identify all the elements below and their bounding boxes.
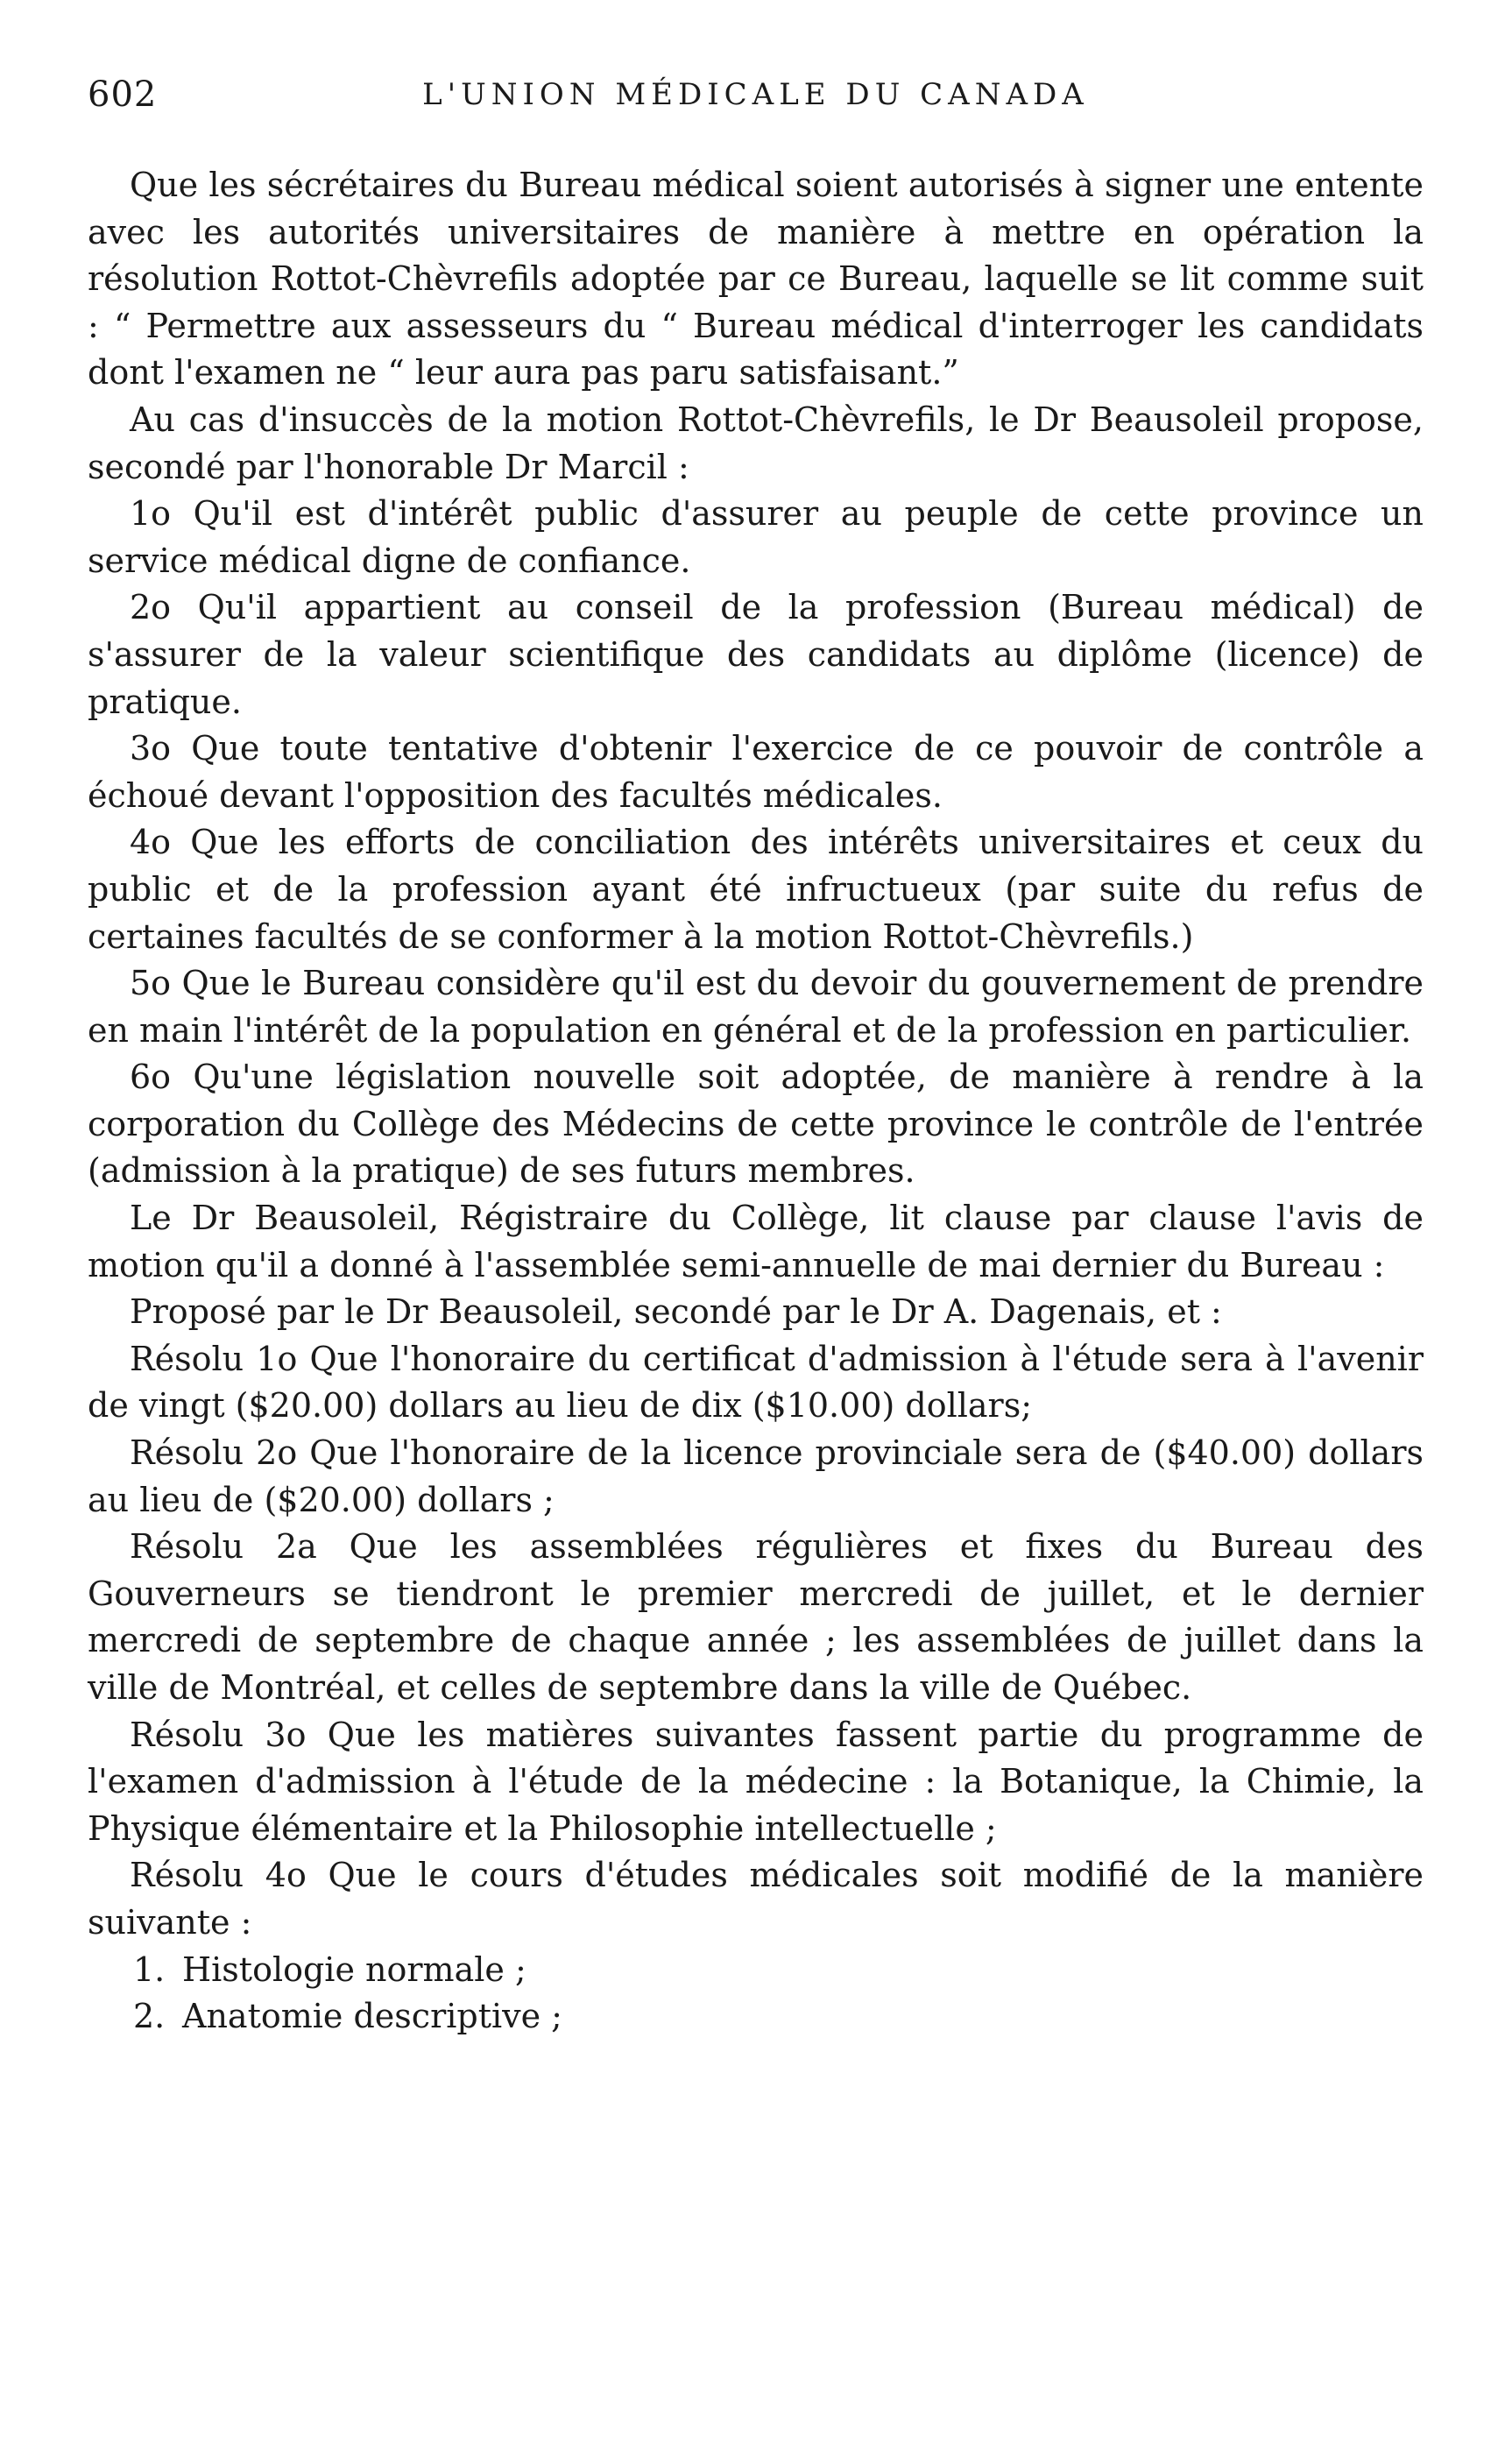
page-number: 602 [88, 74, 158, 115]
paragraph: Résolu 4o Que le cours d'études médicales soit modifié de la manière suivante : [88, 1856, 1424, 1942]
paragraph: 1o Qu'il est d'intérêt public d'assurer au peuple de cette province un service médical digne de confiance. [88, 494, 1424, 580]
paragraph: 4o Que les efforts de conciliation des intérêts universitaires et ceux du public et de la profession ayant été infructueux (par suite du refus de certaines facultés de se conformer à la motion Rottot-Chèvrefils.) [88, 823, 1424, 956]
paragraph: 5o Que le Bureau considère qu'il est du devoir du gouvernement de prendre en main l'intérêt de la population en général et de la profession en particulier. [88, 964, 1424, 1050]
list-item-number: 1. [133, 1949, 166, 1989]
paragraph: Résolu 2a Que les assemblées régulières et fixes du Bureau des Gouverneurs se tiendront le premier mercredi de juillet, et le dernier mercredi de septembre de chaque année ; les assemblées de juillet dans la ville de Montréal, et celles de septembre dans la ville de Québec. [88, 1527, 1424, 1707]
paragraph: Le Dr Beausoleil, Régistraire du Collège, lit clause par clause l'avis de motion qu'il a donné à l'assemblée semi-annuelle de mai dernier du Bureau : [88, 1199, 1424, 1284]
paragraph: Que les sécrétaires du Bureau médical soient autorisés à signer une entente avec les autorités universitaires de manière à mettre en opération la résolution Rottot-Chèvrefils adoptée par ce Bureau, laquelle se lit comme suit : “ Permettre aux assesseurs du “ Bureau médical d'interroger les candidats dont l'examen ne “ leur aura pas paru satisfaisant.” [88, 166, 1424, 393]
list-item [88, 1947, 1424, 1994]
paragraph: Proposé par le Dr Beausoleil, secondé par le Dr A. Dagenais, et : [130, 1292, 1222, 1332]
paragraph: 6o Qu'une législation nouvelle soit adoptée, de manière à rendre à la corporation du Collège des Médecins de cette province le contrôle de l'entrée (admission à la pratique) de ses futurs membres. [88, 1058, 1424, 1191]
paragraph: Résolu 3o Que les matières suivantes fassent partie du programme de l'examen d'admission à l'étude de la médecine : la Botanique, la Chimie, la Physique élémentaire et la Philosophie intellectuelle ; [88, 1715, 1424, 1848]
list-item-text: Histologie normale ; [182, 1949, 526, 1989]
paragraph: 3o Que toute tentative d'obtenir l'exercice de ce pouvoir de contrôle a échoué devant l'opposition des facultés médicales. [88, 729, 1424, 815]
paragraph: Résolu 1o Que l'honoraire du certificat d'admission à l'étude sera à l'avenir de vingt ($20.00) dollars au lieu de dix ($10.00) dollars; [88, 1339, 1424, 1426]
paragraph: 2o Qu'il appartient au conseil de la profession (Bureau médical) de s'assurer de la valeur scientifique des candidats au diplôme (licence) de pratique. [88, 588, 1424, 721]
page-header [88, 68, 1424, 121]
running-title: L'UNION MÉDICALE DU CANADA [422, 77, 1089, 112]
paragraph: Au cas d'insuccès de la motion Rottot-Chèvrefils, le Dr Beausoleil propose, secondé par l'honorable Dr Marcil : [88, 400, 1424, 486]
list-item-number: 2. [133, 1997, 166, 2036]
course-list [88, 1947, 1424, 2041]
list-item [88, 1993, 1424, 2041]
paragraph: Résolu 2o Que l'honoraire de la licence provinciale sera de ($40.00) dollars au lieu de ($20.00) dollars ; [88, 1433, 1424, 1519]
body-text [88, 162, 1424, 2041]
list-item-text: Anatomie descriptive ; [182, 1997, 562, 2036]
